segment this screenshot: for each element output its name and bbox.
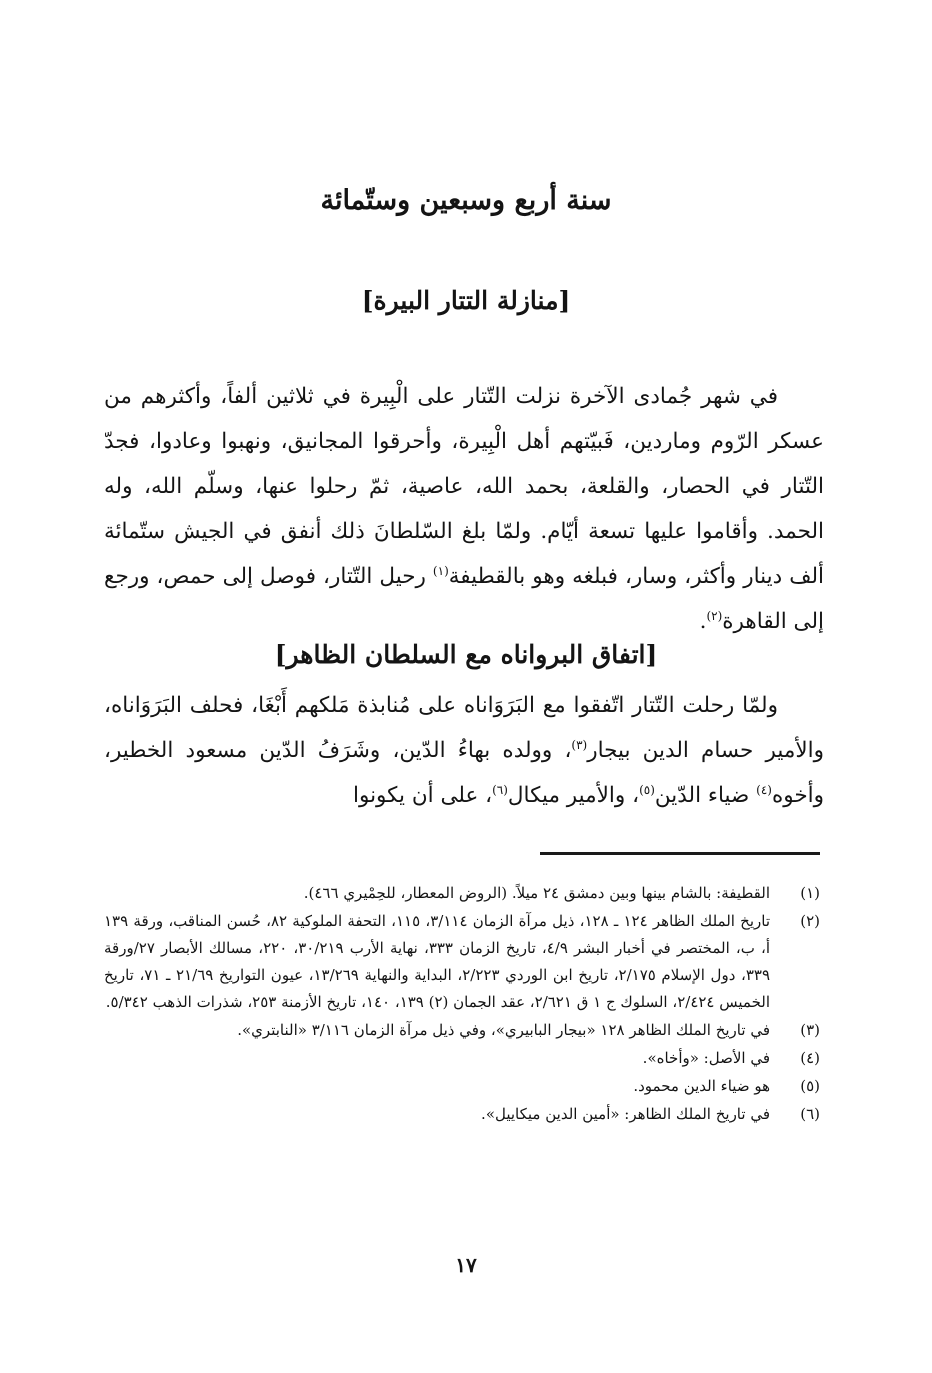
paragraph-text: في شهر جُمادى الآخرة نزلت التّتار على الْبِيرة في ثلاثين ألفاً، وأكثرهم من عسكر الرّوم وماردين، فَبيّتهم أهل الْبِيرة، وأحرقوا المجانيق، ونهبوا وعادوا، فجدّ التّتار في الحصار، والقلعة، بحمد الله، عاصية، ثمّ رحلوا عنها، وسلّم الله، وله الحمد. وأقاموا عليها تسعة أيّام. ولمّا بلغ السّلطانَ ذلك أنفق في الجيش ستّمائة ألف دينار وأكثر، وسار، فبلغه وهو بالقطيفة [104,384,824,589]
paragraph-text: ، وولده بهاءُ الدّين، وشَرَفُ الدّين مسعود الخطير، وأخوه [104,738,824,808]
footnote-reference: (٣) [571,737,588,752]
footnote-item [104,908,820,1016]
footnote-item [104,1101,820,1128]
footnote-number: (٣) [800,1021,820,1039]
paragraph-text: رحيل التّتار، فوصل إلى حمص، ورجع إلى القاهرة [104,564,824,634]
paragraph-text: ضياء الدّين [654,783,757,808]
footnote-text: في الأصل: «وأخاه». [642,1049,770,1067]
footnote-text: تاريخ الملك الظاهر ١٢٤ ـ ١٢٨، ذيل مرآة الزمان ٣/١١٤، ١١٥، التحفة الملوكية ٨٢، حُسن المناقب، ورقة ١٣٩ أ، ب، المختصر في أخبار البشر ٤/٩، تاريخ الزمان ٣٣٣، نهاية الأرب ٣٠/٢١٩، ٢٢٠، مسالك الأبصار ٢٧/ورقة ٣٣٩، دول الإسلام ٢/١٧٥، تاريخ ابن الوردي ٢/٢٢٣، البداية والنهاية ١٣/٢٦٩، عيون التواريخ ٢١/٦٩ ـ ٧١، تاريخ الخميس ٢/٤٢٤، السلوك ج ١ ق ٢/٦٢١، عقد الجمان (٢) ١٣٩، ١٤٠، تاريخ الأزمنة ٢٥٣، شذرات الذهب ٥/٣٤٢. [104,912,771,1011]
footnote-number: (٢) [800,912,820,930]
footnote-reference: (٤) [756,782,772,797]
paragraph-text: . [699,609,707,634]
paragraph-text: ، والأمير ميكال [507,783,640,808]
footnote-number: (٤) [800,1049,820,1067]
paragraph-siege-bira [104,374,824,644]
footnote-item [104,1073,820,1100]
page-number: ١٧ [455,1253,477,1277]
footnote-reference: (٥) [639,782,655,797]
section-heading-parwanah-agreement: [اتفاق البرواناه مع السلطان الظاهر] [274,640,658,669]
footnote-text: في تاريخ الملك الظاهر ١٢٨ «بيجار البابيري»، وفي ذيل مرآة الزمان ٣/١١٦ «النابتري». [237,1021,770,1039]
page-title: سنة أربع وسبعين وستّمائة [320,185,612,216]
footnote-text: في تاريخ الملك الظاهر: «أمين الدين ميكاييل». [481,1105,770,1123]
footnote-number: (٥) [800,1077,820,1095]
footnote-item [104,880,820,907]
paragraph-parwanah-agreement [104,683,824,818]
footnote-divider [540,852,820,855]
footnote-number: (٦) [800,1105,820,1123]
footnote-reference: (٦) [492,782,508,797]
footnotes-list [104,880,820,1129]
paragraph-text: ، على أن يكونوا [352,783,493,808]
footnote-text: هو ضياء الدين محمود. [633,1077,770,1095]
footnote-text: القطيفة: بالشام بينها وبين دمشق ٢٤ ميلاً. (الروض المعطار، للحِمْيري ٤٦٦). [303,884,770,902]
footnote-reference: (١) [432,563,449,578]
footnote-item [104,1045,820,1072]
paragraph-text: ولمّا رحلت التّتار اتّفقوا مع البَرَوَاناه على مُنابذة مَلكهم أَبْغَا، فحلف البَرَوَاناه، والأمير حسام الدين بيجار [104,693,824,763]
footnote-item [104,1017,820,1044]
footnote-number: (١) [800,884,820,902]
footnote-reference: (٢) [706,608,723,623]
section-heading-siege-bira: [منازلة التتار البيرة] [361,286,571,315]
